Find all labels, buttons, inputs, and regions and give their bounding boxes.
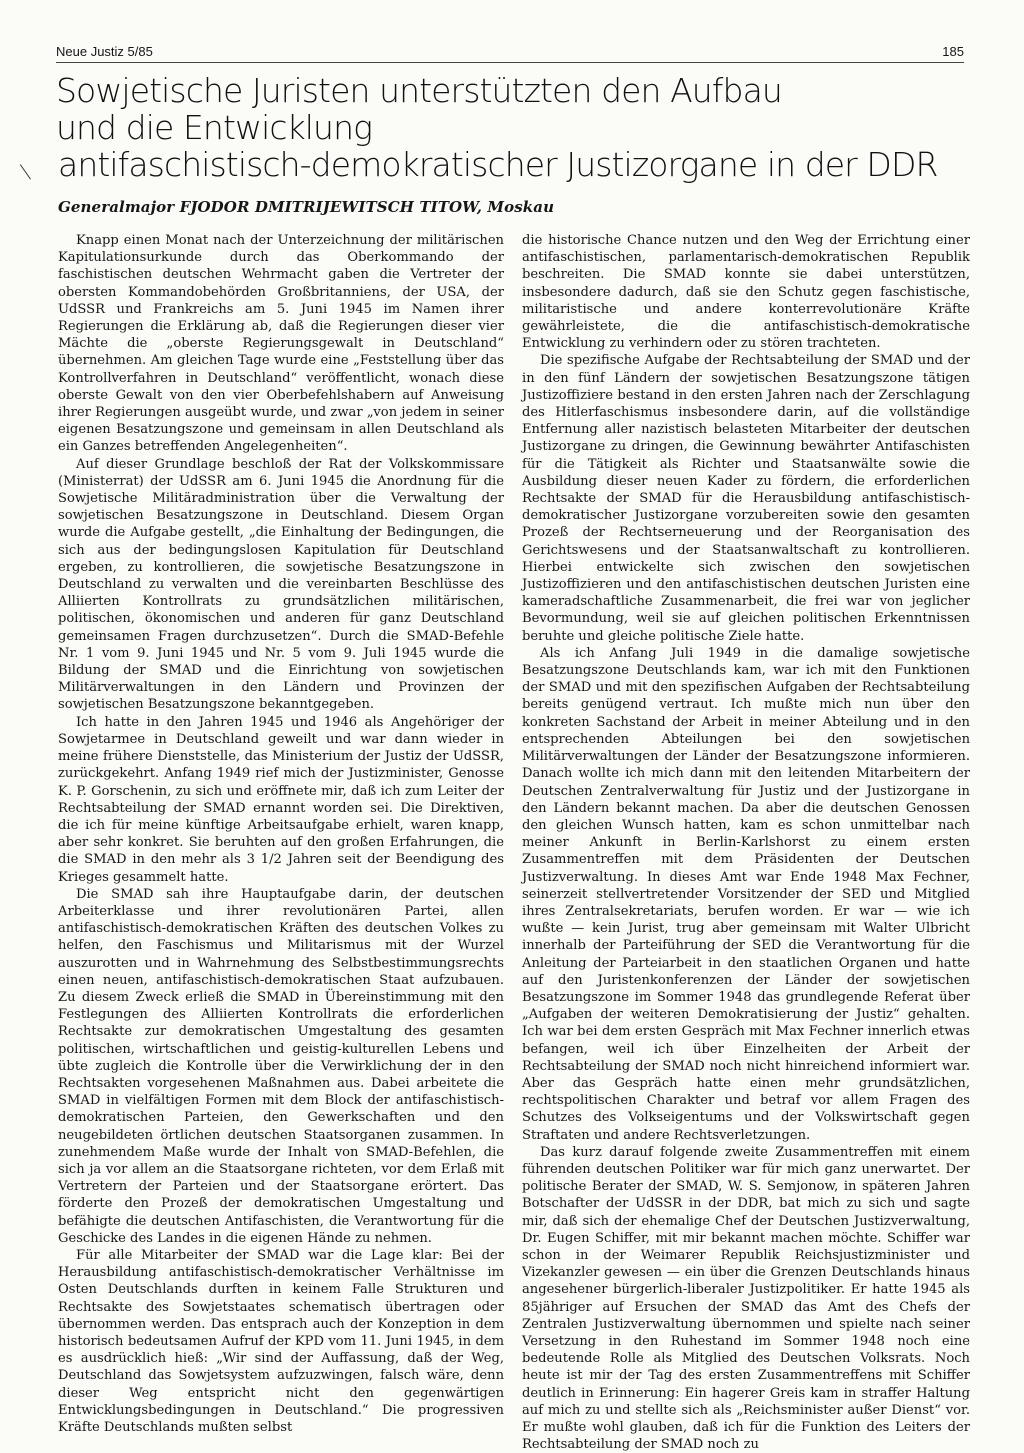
margin-mark: [20, 158, 39, 179]
title-line-2: und die Entwicklung: [56, 108, 372, 147]
paragraph: Die spezifische Aufgabe der Rechtsabteilung der SMAD und der in den fünf Ländern der sowjetischen Besatzungszone tätigen Justizoffiziere bestand in den ersten Jahren nach der Zerschlagung des Hitlerfaschismus insbesondere darin, auf die vollständige Entfernung aller nazistisch belasteten Mitarbeiter der deutschen Justizorgane zu dringen, die Gewinnung bewährter Antifaschisten für die Tätigkeit als Richter und Staatsanwälte sowie die Ausbildung dieser neuen Kader zu fördern, die erforderlichen Rechtsakte der SMAD für die Herausbildung antifaschistisch-demokratischer Justizorgane vorzubereiten sowie den gesamten Prozeß der Rechtserneuerung und der Reorganisation des Gerichtswesens und der Staatsanwaltschaft zu kontrollieren. Hierbei entwickelte sich zwischen den sowjetischen Justizoffizieren und den antifaschistischen deutschen Juristen eine kameradschaftliche Zusammenarbeit, die frei war von jeglicher Bevormundung, weil sie auf gleichen politischen Erkenntnissen beruhte und gleiche politische Ziele hatte.: [522, 353, 970, 644]
left-column: [58, 232, 504, 1436]
page-number: 185: [942, 44, 964, 59]
title-line-3: antifaschistisch-demokratischer Justizorgane in der DDR: [58, 145, 938, 184]
page-header: [56, 44, 964, 62]
paragraph: die historische Chance nutzen und den Weg der Errichtung einer antifaschistischen, parlamentarisch-demokratischen Republik beschreiten. Die SMAD konnte sie dabei unterstützen, insbesondere dadurch, daß sie den Schutz gegen faschistische, militaristische und andere konterrevolutionäre Kräfte gewährleistete, die die antifaschistisch-demokratische Entwicklung zu verhindern oder zu stören trachteten.: [522, 233, 970, 352]
journal-issue: Neue Justiz 5/85: [56, 44, 153, 59]
paragraph: Auf dieser Grundlage beschloß der Rat der Volkskommissare (Ministerrat) der UdSSR am 6. Juni 1945 die Anordnung für die Sowjetische Militäradministration über die Verwaltung der sowjetischen Besatzungszone in Deutschland. Diesem Organ wurde die Aufgabe gestellt, „die Einhaltung der Bedingungen, die sich aus der bedingungslosen Kapitulation für Deutschland ergeben, zu kontrollieren, die sowjetische Besatzungszone in Deutschland zu verwalten und die vereinbarten Beschlüsse des Alliierten Kontrollrats zu grundsätzlichen militärischen, politischen, ökonomischen und anderen für ganz Deutschland gemeinsamen Fragen durchzusetzen“. Durch die SMAD-Befehle Nr. 1 vom 9. Juni 1945 und Nr. 5 vom 9. Juli 1945 wurde die Bildung der SMAD und die Einrichtung von sowjetischen Militärverwaltungen in den Ländern und Provinzen der sowjetischen Besatzungszone bekanntgegeben.: [58, 456, 504, 713]
right-column: [522, 232, 970, 1453]
article-author: Generalmajor FJODOR DMITRIJEWITSCH TITOW, Moskau: [58, 198, 555, 216]
title-line-1: Sowjetische Juristen unterstützten den Aufbau: [56, 71, 782, 110]
paragraph: Die SMAD sah ihre Hauptaufgabe darin, der deutschen Arbeiterklasse und ihrer revolutionären Partei, allen antifaschistisch-demokratischen Kräften des deutschen Volkes zu helfen, den Faschismus und Militarismus mit der Wurzel auszurotten und in Wahrnehmung des Selbstbestimmungsrechts einen neuen, antifaschistisch-demokratischen Staat aufzubauen. Zu diesem Zweck erließ die SMAD in Übereinstimmung mit den Festlegungen des Alliierten Kontrollrats die erforderlichen Rechtsakte zur demokratischen Umgestaltung des gesamten politischen, wirtschaftlichen und geistig-kulturellen Lebens und übte zugleich die Kontrolle über die Verwirklichung der in den Rechtsakten vorgesehenen Maßnahmen aus. Dabei arbeitete die SMAD in vielfältigen Formen mit dem Block der antifaschistisch-demokratischen Parteien, den Gewerkschaften und den neugebildeten örtlichen deutschen Staatsorganen zusammen. In zunehmendem Maße wurde der Inhalt von SMAD-Befehlen, die sich ja vor allem an die Staatsorgane richteten, vor dem Erlaß mit Vertretern der Parteien und der Staatsorgane erörtert. Das förderte den Prozeß der demokratischen Umgestaltung und befähigte die deutschen Antifaschisten, die Verantwortung für die Geschicke des Landes in die eigenen Hände zu nehmen.: [58, 886, 504, 1246]
paragraph: Für alle Mitarbeiter der SMAD war die Lage klar: Bei der Herausbildung antifaschistisch-demokratischer Verhältnisse im Osten Deutschlands durften in keinem Falle Strukturen und Rechtsakte des Sowjetstaates schematisch übertragen oder übernommen werden. Das entsprach auch der Konzeption in dem historisch bedeutsamen Aufruf der KPD vom 11. Juni 1945, in dem es ausdrücklich hieß: „Wir sind der Auffassung, daß der Weg, Deutschland das Sowjetsystem aufzuzwingen, falsch wäre, denn dieser Weg entspricht nicht den gegenwärtigen Entwicklungsbedingungen in Deutschland.“ Die progressiven Kräfte Deutschlands mußten selbst: [58, 1247, 504, 1436]
article-title: [56, 72, 956, 183]
paragraph: Das kurz darauf folgende zweite Zusammentreffen mit einem führenden deutschen Politiker war für mich ganz unerwartet. Der politische Berater der SMAD, W. S. Semjonow, in späteren Jahren Botschafter der UdSSR in der DDR, bat mich zu sich und sagte mir, daß sich der ehemalige Chef der Deutschen Justizverwaltung, Dr. Eugen Schiffer, mit mir bekannt machen möchte. Schiffer war schon in der Weimarer Republik Reichsjustizminister und Vizekanzler gewesen — ein über die Grenzen Deutschlands hinaus angesehener bürgerlich-liberaler Justizpolitiker. Er hatte 1945 als 85jähriger auf Ersuchen der SMAD das Amt des Chefs der Zentralen Justizverwaltung übernommen und spielte nach seiner Versetzung in den Ruhestand im Sommer 1948 noch eine bedeutende Rolle als Mitglied des Deutschen Volksrats. Noch heute ist mir der Tag des ersten Zusammentreffens mit Schiffer deutlich in Erinnerung: Ein hagerer Greis kam in straffer Haltung auf mich zu und stellte sich als „Reichsminister außer Dienst“ vor. Er mußte wohl glauben, daß ich für die Funktion des Leiters der Rechtsabteilung der SMAD noch zu: [522, 1144, 970, 1453]
paragraph: Als ich Anfang Juli 1949 in die damalige sowjetische Besatzungszone Deutschlands kam, war ich mit den Funktionen der SMAD und mit den spezifischen Aufgaben der Rechtsabteilung bereits genügend vertraut. Ich mußte mich nun über den konkreten Sachstand der Arbeit in meiner Abteilung und in den entsprechenden Abteilungen bei den sowjetischen Militärverwaltungen der Länder der Besatzungszone informieren. Danach wollte ich mich dann mit den leitenden Mitarbeitern der Deutschen Zentralverwaltung für Justiz und der Justizorgane in den Ländern bekannt machen. Da aber die deutschen Genossen den gleichen Wunsch hatten, kam es schon unmittelbar nach meiner Ankunft in Berlin-Karlshorst zu einem ersten Zusammentreffen mit dem Präsidenten der Deutschen Justizverwaltung. In dieses Amt war Ende 1948 Max Fechner, seinerzeit stellvertretender Vorsitzender der SED und Mitglied ihres Zentralsekretariats, berufen worden. Er war — wie ich wußte — kein Jurist, trug aber gemeinsam mit Walter Ulbricht innerhalb der Parteiführung der SED die Verantwortung für die Anleitung der Parteiarbeit in den staatlichen Organen und hatte auf den Juristenkonferenzen der Länder der sowjetischen Besatzungszone im Sommer 1948 das grundlegende Referat über „Aufgaben der weiteren Demokratisierung der Justiz“ gehalten. Ich war bei dem ersten Gespräch mit Max Fechner innerlich etwas befangen, weil ich über Einzelheiten der Arbeit der Rechtsabteilung der SMAD noch nicht hinreichend informiert war. Aber das Gespräch hatte einen mehr grundsätzlichen, rechtspolitischen Charakter und betraf vor allem Fragen des Schutzes des Volkseigentums und der Volkswirtschaft gegen Straftaten und andere Rechtsverletzungen.: [522, 645, 970, 1143]
paragraph: Knapp einen Monat nach der Unterzeichnung der militärischen Kapitulationsurkunde durch das Oberkommando der faschistischen deutschen Wehrmacht gaben die Vertreter der obersten Kommandobehörden Großbritanniens, der USA, der UdSSR und Frankreichs am 5. Juni 1945 im Namen ihrer Regierungen die Erklärung ab, daß die Regierungen dieser vier Mächte die „oberste Regierungsgewalt in Deutschland“ übernehmen. Am gleichen Tage wurde eine „Feststellung über das Kontrollverfahren in Deutschland“ veröffentlicht, wonach diese oberste Gewalt von den vier Oberbefehlshabern auf Anweisung ihrer Regierungen ausgeübt wurde, und zwar „von jedem in seiner eigenen Besatzungszone und gemeinsam in allen Deutschland als ein Ganzes betreffenden Angelegenheiten“.: [58, 233, 504, 455]
paragraph: Ich hatte in den Jahren 1945 und 1946 als Angehöriger der Sowjetarmee in Deutschland geweilt und war dann wieder in meine frühere Dienststelle, das Ministerium der Justiz der UdSSR, zurückgekehrt. Anfang 1949 rief mich der Justizminister, Genosse K. P. Gorschenin, zu sich und eröffnete mir, daß ich zum Leiter der Rechtsabteilung der SMAD ernannt worden sei. Die Direktiven, die ich für meine künftige Arbeitsaufgabe erhielt, waren knapp, aber sehr konkret. Sie beruhten auf den großen Erfahrungen, die die SMAD in den mehr als 3 1/2 Jahren seit der Beendigung des Krieges gesammelt hatte.: [58, 714, 504, 885]
header-rule: [56, 62, 964, 63]
